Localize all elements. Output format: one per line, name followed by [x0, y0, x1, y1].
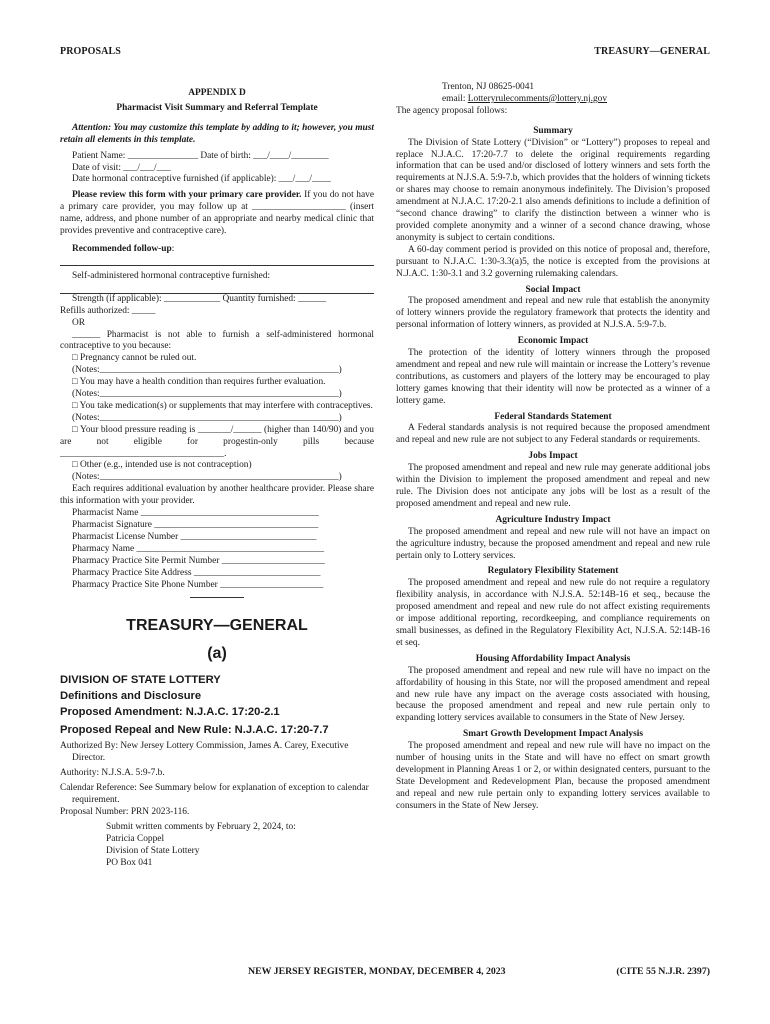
authorized-by: Authorized By: New Jersey Lottery Commission, James A. Carey, Executive Director.	[60, 741, 349, 764]
submit-comments: Submit written comments by February 2, 2024, to:	[106, 821, 296, 832]
strength-line: Strength (if applicable): ____________ Quantity furnished: ______	[72, 293, 327, 304]
contact-name: Patricia Coppel	[106, 833, 165, 844]
date-hormonal-line: Date hormonal contraceptive furnished (if applicable): ___/___/____	[72, 174, 331, 185]
regulatory-flexibility-paragraph: The proposed amendment and repeal and new rule do not require a regulatory flexibility analysis, in accordance with N.J.S.A. 52:14B-16 et seq., because the proposed amendment and repeal and new rule do not affect existing requirements or impose additional reporting, recordkeeping, and compliance requirements on small businesses, as defined in the Regulatory Flexibility Act, N.J.S.A. 52:14B-16 et seq.	[396, 578, 710, 648]
evaluation-note: Each requires additional evaluation by another healthcare provider. Please share this information with your provider.	[60, 484, 374, 507]
housing-affordability-heading: Housing Affordability Impact Analysis	[475, 653, 631, 664]
running-header-left: PROPOSALS	[60, 46, 121, 57]
department-heading: TREASURY—GENERAL	[126, 617, 308, 635]
refills-line: Refills authorized: _____	[60, 305, 156, 316]
jobs-impact-heading: Jobs Impact	[528, 451, 578, 462]
review-bold: Please review this form with your primary care provider.	[72, 190, 302, 201]
summary-paragraph: The Division of State Lottery (“Division” or “Lottery”) proposes to repeal and replace N.J.A.C. 17:20-7.7 to delete the original requirements regarding information that can be used and/or disclosed of lottery winners and sets forth the requirements at N.J.S.A. 5:9-7.b, which provides that the holders of winning tickets or shares may choose to remain anonymous indefinitely. The Division’s proposed amendment at N.J.A.C. 17:20-2.1 also amends definitions to include a definition of “second chance drawing” to clarify the distinction between a winner who is provided complete anonymity and a winner of a second chance drawing, whose anonymity is subject to certain conditions.	[396, 137, 710, 243]
smart-growth-paragraph: The proposed amendment and repeal and new rule will have no impact on the number of housing units in the State and will have no effect on smart growth development in Planning Areas 1 or 2, or within designated centers, pursuant to the State Development and Redevelopment Plan, because the proposed amendment and repeal and new rule pertain only to expanding lottery services available to consumers in the State of New Jersey.	[396, 741, 710, 811]
notes-line: (Notes:___________________________________________________)	[72, 389, 342, 400]
or-line: OR	[72, 317, 86, 328]
running-header-right: TREASURY—GENERAL	[594, 46, 710, 57]
comment-submission	[60, 822, 374, 870]
notes-line: (Notes:___________________________________________________)	[72, 472, 342, 483]
agriculture-impact-paragraph: The proposed amendment and repeal and new rule will not have an impact on the agriculture industry, because the proposed amendment and repeal and new rule pertain only to Lottery services.	[396, 526, 710, 561]
fill-line	[60, 265, 374, 266]
contact-email: email: Lotteryrulecomments@lottery.nj.gov	[442, 93, 608, 104]
pharmacist-license-line: Pharmacist License Number _____________________________	[72, 531, 317, 542]
social-impact-heading: Social Impact	[525, 284, 581, 295]
pharmacy-permit-line: Pharmacy Practice Site Permit Number ______________________	[72, 555, 325, 566]
checkbox-blood-pressure: □ Your blood pressure reading is _______/______ (higher than 140/90) and you are not eligible for progestin-only pills because ___________________________________.	[60, 424, 374, 459]
division-heading: DIVISION OF STATE LOTTERY	[60, 674, 221, 687]
housing-affordability-paragraph: The proposed amendment and repeal and new rule will have no impact on the affordability of housing in this State, nor will the proposed amendment and repeal and new rule have any impact on the average costs associated with housing, because the proposed amendment and repeal and new rule pertain only to expanding lottery services available to consumers in the State of New Jersey.	[396, 665, 710, 724]
economic-impact-paragraph: The protection of the identity of lottery winners through the proposed amendment and repeal and new rule will maintain or increase the Lottery’s revenue contributions, as customers and players of the lottery may be encouraged to play lottery games knowing that their identity will now be protected as a winner of a lottery game.	[396, 348, 710, 406]
contact-division: Division of State Lottery	[106, 845, 200, 856]
economic-impact-heading: Economic Impact	[517, 336, 589, 347]
appendix-title: APPENDIX D	[188, 88, 246, 98]
federal-standards-heading: Federal Standards Statement	[494, 411, 612, 422]
template-title: Pharmacist Visit Summary and Referral Template	[116, 102, 318, 113]
email-link[interactable]: Lotteryrulecomments@lottery.nj.gov	[467, 93, 608, 104]
footer-citation: (CITE 55 N.J.R. 2397)	[616, 966, 710, 977]
checkbox-medications: □ You take medication(s) or supplements that may interfere with contraceptives.	[72, 400, 373, 411]
footer-register-date: NEW JERSEY REGISTER, MONDAY, DECEMBER 4, 2023	[248, 966, 506, 977]
proposal-number: Proposal Number: PRN 2023-116.	[60, 806, 190, 817]
item-letter: (a)	[207, 645, 227, 663]
pharmacy-phone-line: Pharmacy Practice Site Phone Number ______________________	[72, 579, 324, 590]
patient-name-line: Patient Name: _______________ Date of birth: ___/____/________	[72, 150, 329, 161]
pharmacy-address-line: Pharmacy Practice Site Address ___________________________	[72, 567, 321, 578]
repeal-heading: Proposed Repeal and New Rule: N.J.A.C. 17:20-7.7	[60, 724, 329, 737]
checkbox-pregnancy: □ Pregnancy cannot be ruled out.	[72, 353, 197, 364]
attention-note: Attention: You may customize this template by adding to it; however, you must retain all elements in this template.	[60, 122, 374, 145]
contact-continued	[396, 82, 710, 106]
recommended-follow-up: Recommended follow-up:	[72, 243, 175, 254]
not-able-line: ______ Pharmacist is not able to furnish a self-administered hormonal contraceptive to you because:	[60, 329, 374, 352]
contact-city: Trenton, NJ 08625-0041	[442, 82, 535, 92]
review-rest: If you do not have a primary care provider, you may follow up at ____________________ (insert name, address, and phone number of an appropriate and nearby medical clinic that provides preventive and contraceptive care).	[60, 190, 374, 237]
notes-line: (Notes:___________________________________________________)	[72, 412, 342, 423]
agriculture-impact-heading: Agriculture Industry Impact	[495, 514, 611, 525]
section-divider	[190, 597, 244, 598]
summary-paragraph: A 60-day comment period is provided on this notice of proposal and, therefore, pursuant to N.J.A.C. 1:30-3.3(a)5, the notice is excepted from the provisions at N.J.A.C. 1:30-3.1 and 3.2 governing rulemaking calendars.	[396, 244, 710, 279]
notes-line: (Notes:___________________________________________________)	[72, 365, 342, 376]
pharmacist-name-line: Pharmacist Name ______________________________________	[72, 508, 319, 519]
social-impact-paragraph: The proposed amendment and repeal and new rule that establish the anonymity of lottery winners provide the regulatory framework that protects the identity and personal information of lottery winners, as provided at N.J.S.A. 5:9-7.b.	[396, 296, 710, 331]
agency-proposal-follows: The agency proposal follows:	[396, 105, 508, 116]
calendar-reference: Calendar Reference: See Summary below for explanation of exception to calendar requirement.	[60, 783, 369, 806]
jobs-impact-paragraph: The proposed amendment and repeal and new rule may generate additional jobs within the Division to implement the proposed amendment and repeal and new rule. The Division does not anticipate any jobs will be lost as a result of the proposed amendment and repeal and new rule.	[396, 463, 710, 509]
pharmacist-signature-line: Pharmacist Signature ___________________________________	[72, 520, 319, 530]
left-column	[60, 80, 374, 870]
contact-po-box: PO Box 041	[106, 857, 153, 868]
pharmacy-name-line: Pharmacy Name ________________________________________	[72, 543, 325, 554]
review-paragraph	[60, 190, 374, 238]
checkbox-other: □ Other (e.g., intended use is not contraception)	[72, 460, 252, 471]
federal-standards-paragraph: A Federal standards analysis is not required because the proposed amendment and repeal and new rule are not subject to any Federal standards or requirements.	[396, 423, 710, 446]
right-column	[396, 82, 710, 813]
summary-heading: Summary	[533, 125, 573, 136]
date-of-visit-line: Date of visit: ___/___/___	[72, 162, 171, 173]
amendment-heading: Proposed Amendment: N.J.A.C. 17:20-2.1	[60, 706, 280, 719]
regulatory-flexibility-heading: Regulatory Flexibility Statement	[487, 566, 619, 577]
checkbox-health: □ You may have a health condition than requires further evaluation.	[72, 377, 326, 388]
authority: Authority: N.J.S.A. 5:9-7.b.	[60, 768, 165, 779]
smart-growth-heading: Smart Growth Development Impact Analysis	[462, 729, 644, 740]
self-admin-line: Self-administered hormonal contraceptive furnished:	[72, 270, 271, 281]
defs-heading: Definitions and Disclosure	[60, 690, 202, 703]
